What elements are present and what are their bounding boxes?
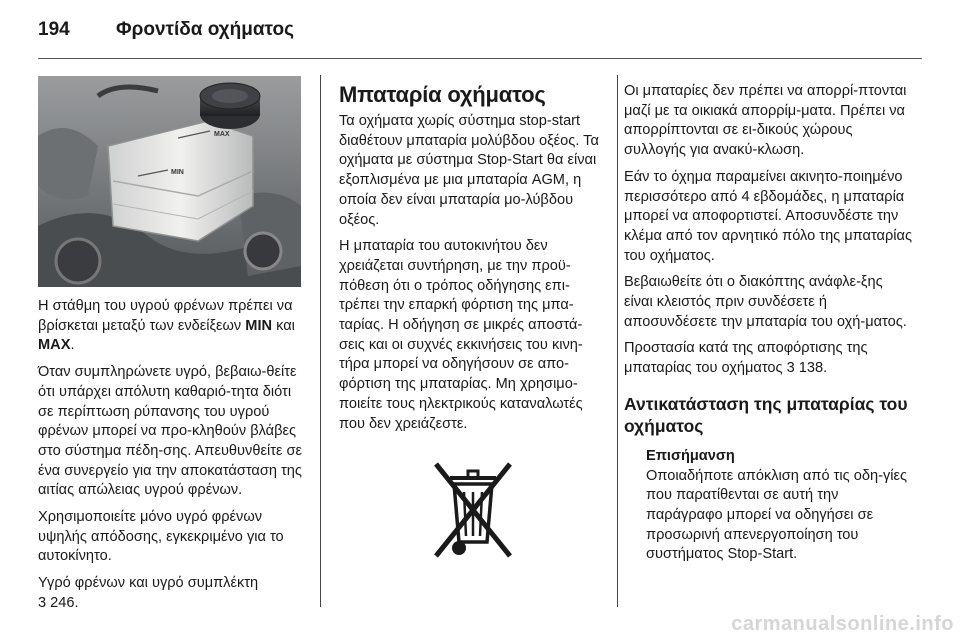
paragraph-ignition: Βεβαιωθείτε ότι ο διακόπτης ανάφλε‐ξης είναι κλειστός πριν συνδέσετε ή αποσυνδέσετε την μπαταρία του οχή‐ματος. <box>624 274 907 330</box>
page-header <box>38 14 294 46</box>
min-mark: MIN <box>171 169 184 176</box>
text-run: και <box>272 317 295 334</box>
paragraph-storage: Εάν το όχημα παραμείνει ακινητο‐ποιημένο περισσότερο από 4 εβδομάδες, η μπαταρία μπορεί να αποφορτιστεί. Αποσυνδέστε την κλέμα από τον αρνητικό πόλο της μπαταρίας του οχήματος. <box>624 168 912 264</box>
paragraph-fluid-type: Χρησιμοποιείτε μόνο υγρό φρένων υψηλής απόδοσης, εγκεκριμένο για το αυτοκίνητο. <box>38 509 284 565</box>
column-3 <box>624 82 914 565</box>
paragraph-reference <box>38 574 310 613</box>
note-text: Οποιαδήποτε απόκλιση από τις οδη‐γίες που παρατίθενται σε αυτή την παράγραφο μπορεί να οδηγήσει σε προσωρινή απενεργοποίηση του συστήματος Stop-Start. <box>646 467 908 563</box>
paragraph-maintenance: Η μπαταρία του αυτοκινήτου δεν χρειάζεται συντήρηση, με την προϋ‐πόθεση ότι ο τρόπος οδήγησης επι‐τρέπει την επαρκή φόρτιση της μπα‐ταρίας. Η οδήγηση σε μικρές αποστά‐σεις και οι συχνές εκκινήσεις του κινη‐τήρα μπορεί να οδηγήσουν σε απο‐φόρτιση της μπαταρίας. Μη χρησιμο‐ποιείτε τους ηλεκτρικούς καταναλωτές που δεν χρειάζεστε. <box>339 238 583 432</box>
brake-fluid-reservoir-photo <box>38 76 301 287</box>
crossed-out-wheelie-bin-icon <box>428 456 518 566</box>
paragraph-discharge-protection: Προστασία κατά της αποφόρτισης της μπαταρίας του οχήματος 3 138. <box>624 340 868 377</box>
subsection-title: Αντικατάσταση της μπαταρίας του οχήματος <box>624 393 908 436</box>
paragraph-disposal: Οι μπαταρίες δεν πρέπει να απορρί‐πτονται μαζί με τα οικιακά απορρίμ‐ματα. Πρέπει να απορρίπτονται σε ει‐δικούς χώρους συλλογής για ανακύ‐κλωση. <box>624 83 907 159</box>
page-reference: 3 246. <box>38 594 79 611</box>
section-title: Μπαταρία οχήματος <box>339 82 546 107</box>
paragraph-cleanliness: Όταν συμπληρώνετε υγρό, βεβαιω‐θείτε ότι υπάρχει απόλυτη καθαριό‐τητα διότι σε περίπτωση ρύπανσης του υγρού φρένων μπορεί να προ‐κληθούν βλάβες στο σύστημα πέδη‐σης. Απευθυνθείτε σε ένα συνεργείο για την αποκατάσταση της αιτίας απώλειας υγρού φρένων. <box>38 364 303 499</box>
chapter-title: Φροντίδα οχήματος <box>116 19 294 40</box>
paragraph-battery-types: Τα οχήματα χωρίς σύστημα stop-start διαθέτουν μπαταρία μολύβδου οξέος. Τα οχήματα με σύστημα Stop-Start θα είναι εξοπλισμένα με μια μπαταρία AGM, η οποία δεν είναι μπαταρία μο‐λύβδου οξέος. <box>339 113 599 228</box>
note-box <box>624 447 914 565</box>
column-2 <box>339 82 607 566</box>
column-divider-1 <box>320 75 321 607</box>
watermark: carmanualsonline.info <box>731 613 954 635</box>
min-label: MIN <box>245 317 273 334</box>
column-1 <box>38 297 310 621</box>
note-title: Επισήμανση <box>646 447 735 464</box>
paragraph-fluid-level <box>38 297 310 356</box>
column-divider-2 <box>617 75 618 607</box>
text-run: Η στάθμη του υγρού φρένων πρέπει να βρίσκεται μεταξύ των ενδείξεων <box>38 298 293 334</box>
text-run: . <box>70 337 75 354</box>
header-rule <box>38 58 922 59</box>
page-number: 194 <box>38 19 70 40</box>
max-mark: MAX <box>214 131 230 138</box>
max-label: MAX <box>38 337 71 354</box>
text-run: Υγρό φρένων και υγρό συμπλέκτη <box>38 575 259 592</box>
